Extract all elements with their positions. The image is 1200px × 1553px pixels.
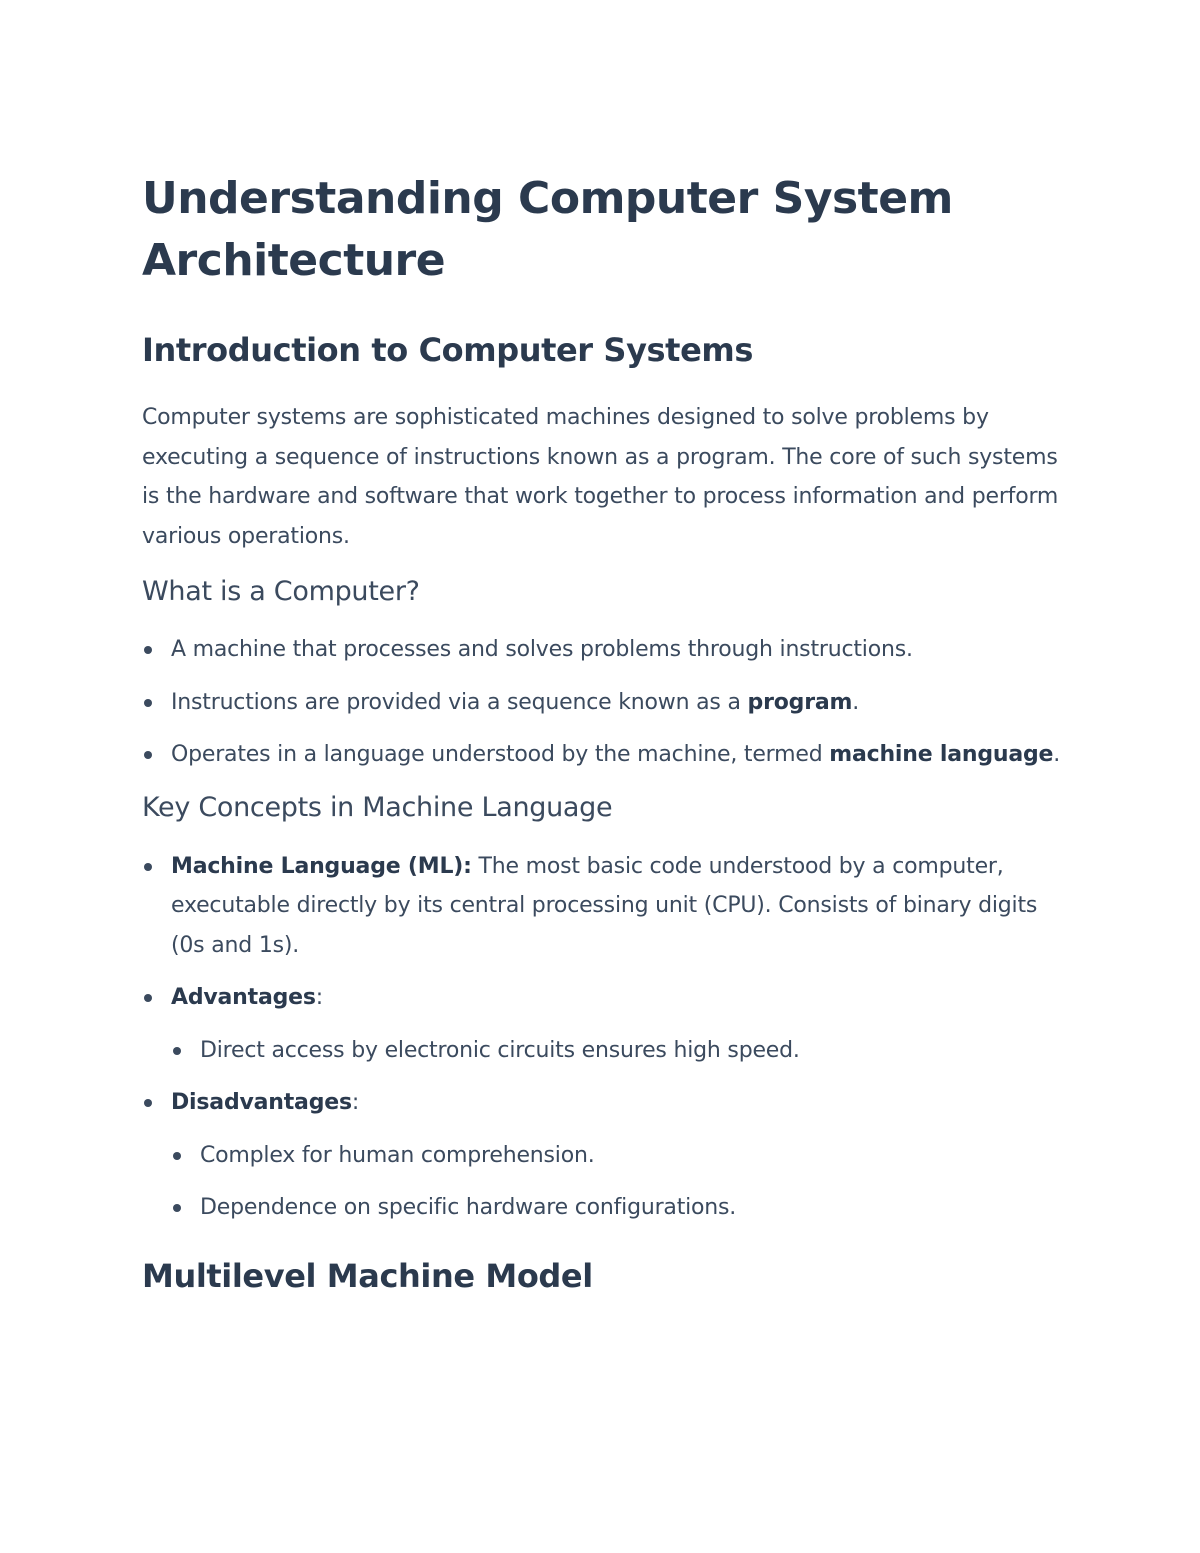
bold-term: Disadvantages	[171, 1090, 352, 1115]
bullet-icon	[144, 646, 152, 654]
list-item: Instructions are provided via a sequence known as a program.	[142, 683, 1062, 723]
list-item: Operates in a language understood by the machine, termed machine language.	[142, 735, 1062, 775]
bullet-icon	[144, 1099, 152, 1107]
page-title: Understanding Computer System Architecture	[142, 173, 953, 286]
bold-term: Advantages	[171, 985, 316, 1010]
advantages-sublist	[171, 1031, 1062, 1071]
bold-term: program	[747, 689, 853, 715]
sublist-item: Direct access by electronic circuits ensures high speed.	[171, 1031, 1062, 1071]
list-item-machine-language: Machine Language (ML): The most basic code understood by a computer, executable directly by its central processing unit (CPU). Consists of binary digits (0s and 1s).	[142, 847, 1062, 966]
sublist-item: Dependence on specific hardware configurations.	[171, 1188, 1062, 1228]
section-heading-multilevel: Multilevel Machine Model	[142, 1256, 593, 1295]
list-item: A machine that processes and solves problems through instructions.	[142, 630, 1062, 670]
bullet-icon	[173, 1152, 181, 1160]
bullet-icon	[144, 863, 152, 871]
section-heading-introduction: Introduction to Computer Systems	[142, 331, 753, 369]
list-item-advantages: Advantages: Direct access by electronic circuits ensures high speed.	[142, 978, 1062, 1070]
list-item-disadvantages: Disadvantages: Complex for human comprehension. Dependence on specific hardware configurations.	[142, 1083, 1062, 1228]
key-concepts-list	[142, 847, 1062, 1228]
bullet-icon	[144, 699, 152, 707]
bold-term: machine language	[829, 742, 1054, 767]
bold-term: Machine Language (ML):	[171, 853, 472, 879]
document-page	[142, 168, 1062, 1296]
disadvantages-sublist	[171, 1136, 1062, 1228]
sublist-item: Complex for human comprehension.	[171, 1136, 1062, 1176]
bullet-icon	[173, 1047, 181, 1055]
bullet-icon	[144, 994, 152, 1002]
subheading-key-concepts: Key Concepts in Machine Language	[142, 791, 613, 823]
subheading-what-is-computer: What is a Computer?	[142, 576, 420, 607]
intro-paragraph: Computer systems are sophisticated machines designed to solve problems by executing a sequence of instructions known as a program. The core of such systems is the hardware and software that work together to process information and perform various operations.	[142, 405, 1059, 549]
bullet-icon	[173, 1204, 181, 1212]
bullet-icon	[144, 751, 152, 759]
what-is-list	[142, 630, 1062, 775]
